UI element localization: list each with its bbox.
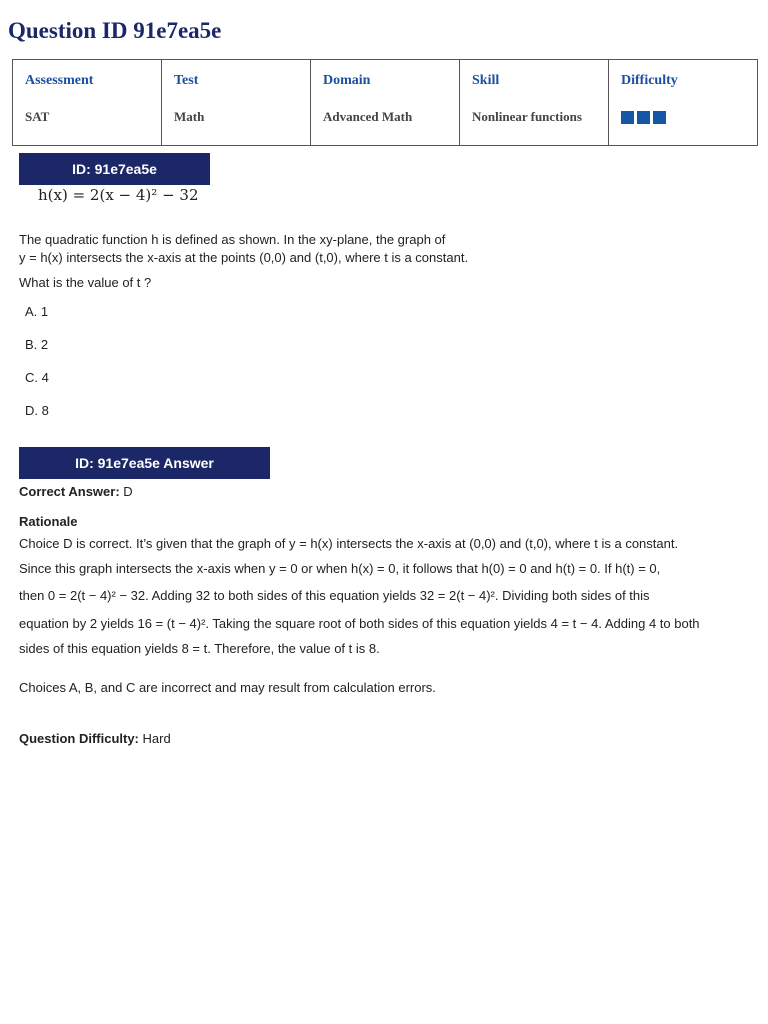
rationale-line: equation by 2 yields 16 = (t − 4)². Taking the square root of both sides of this equation yields 4 = t − 4. Adding 4 to both — [19, 616, 700, 631]
question-id-banner: ID: 91e7ea5e — [19, 153, 210, 185]
question-difficulty-label: Question Difficulty: — [19, 731, 139, 746]
correct-answer — [19, 482, 133, 501]
correct-answer-label: Correct Answer: — [19, 484, 120, 499]
meta-cell-difficulty — [609, 60, 758, 146]
rationale-line: then 0 = 2(t − 4)² − 32. Adding 32 to both sides of this equation yields 32 = 2(t − 4)². Dividing both sides of this — [19, 588, 650, 603]
meta-header-test: Test — [174, 73, 199, 88]
difficulty-block — [653, 111, 666, 124]
meta-header-skill: Skill — [472, 73, 500, 88]
meta-cell-test — [162, 60, 311, 146]
rationale-heading: Rationale — [19, 514, 78, 529]
rationale-line: sides of this equation yields 8 = t. Therefore, the value of t is 8. — [19, 641, 380, 656]
answer-choice-b[interactable]: B. 2 — [25, 337, 49, 352]
other-choices-explanation: Choices A, B, and C are incorrect and may result from calculation errors. — [19, 680, 436, 695]
question-difficulty — [19, 729, 171, 748]
correct-answer-value: D — [123, 484, 133, 499]
answer-choice-d[interactable]: D. 8 — [25, 403, 49, 418]
question-stem-line-1: The quadratic function h is defined as shown. In the xy-plane, the graph of — [19, 232, 446, 247]
meta-value-skill: Nonlinear functions — [472, 109, 582, 124]
page-title: Question ID 91e7ea5e — [8, 18, 222, 43]
answer-id-banner: ID: 91e7ea5e Answer — [19, 447, 270, 479]
function-equation: h(x) = 2(x − 4)² − 32 — [38, 186, 199, 204]
rationale-line: Since this graph intersects the x-axis when y = 0 or when h(x) = 0, it follows that h(0) = 0 and h(t) = 0. If h(t) = 0, — [19, 561, 661, 576]
answer-choice-c[interactable]: C. 4 — [25, 370, 49, 385]
difficulty-block — [637, 111, 650, 124]
question-difficulty-value: Hard — [142, 731, 171, 746]
question-stem-line-2: y = h(x) intersects the x-axis at the points (0,0) and (t,0), where t is a constant. — [19, 250, 469, 265]
meta-header-difficulty: Difficulty — [621, 73, 678, 88]
meta-header-domain: Domain — [323, 73, 371, 88]
meta-value-test: Math — [174, 109, 205, 124]
meta-header-assessment: Assessment — [25, 73, 94, 88]
answer-choice-a[interactable]: A. 1 — [25, 304, 49, 319]
meta-cell-skill — [460, 60, 609, 146]
difficulty-block — [621, 111, 634, 124]
rationale-line: Choice D is correct. It’s given that the graph of y = h(x) intersects the x-axis at (0,0) and (t,0), where t is a constant. — [19, 536, 679, 551]
meta-cell-domain — [311, 60, 460, 146]
meta-value-domain: Advanced Math — [323, 109, 413, 124]
meta-cell-assessment — [13, 60, 162, 146]
difficulty-indicator — [621, 111, 757, 124]
question-stem-line-3: What is the value of t ? — [19, 275, 152, 290]
meta-value-assessment: SAT — [25, 109, 50, 124]
question-meta-table — [12, 59, 758, 146]
